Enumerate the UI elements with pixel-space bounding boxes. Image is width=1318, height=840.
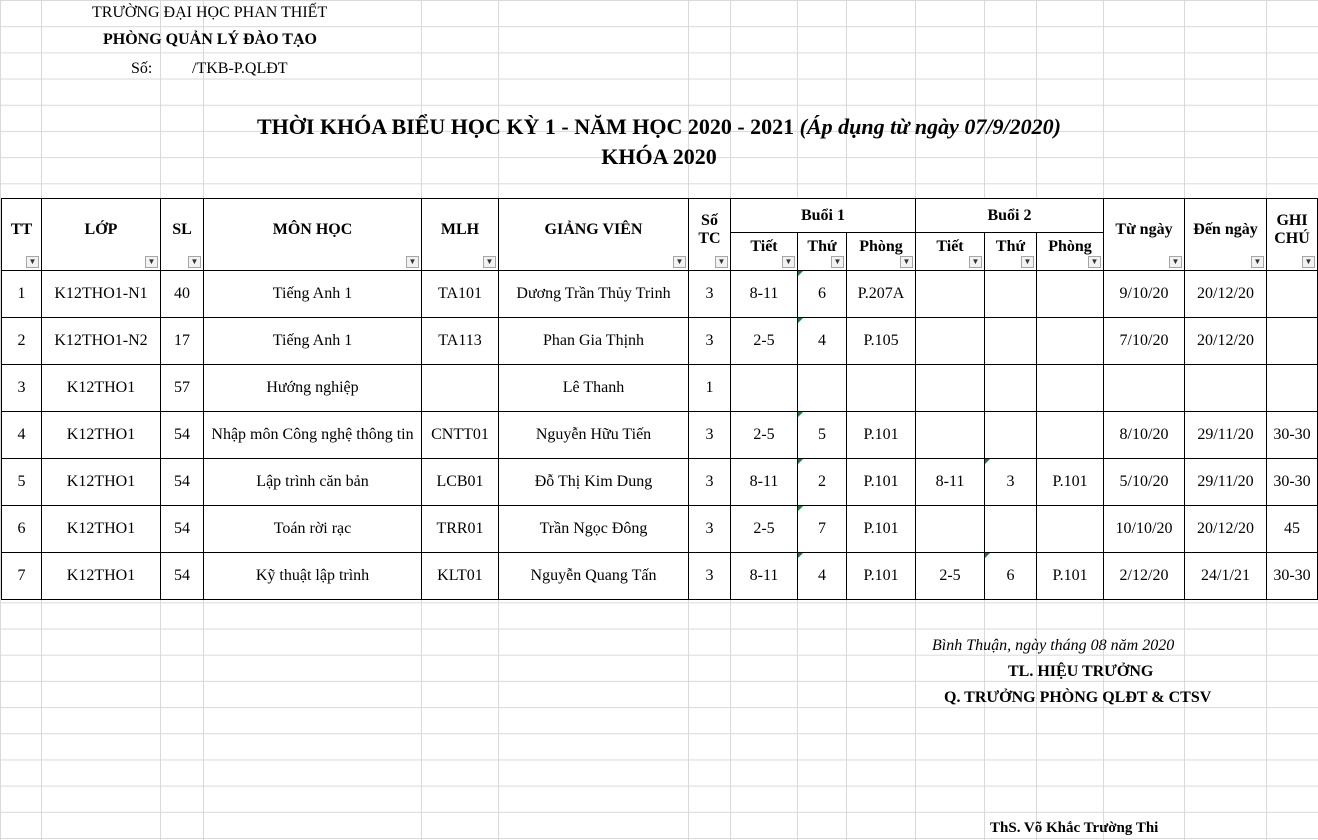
col-header-giang-vien[interactable]: GIẢNG VIÊN ▼	[499, 199, 689, 271]
comment-indicator-icon	[798, 459, 803, 464]
filter-dropdown-icon[interactable]: ▼	[1251, 256, 1264, 268]
cell-thu-2[interactable]: 3	[985, 459, 1037, 506]
col-header-tt[interactable]: TT ▼	[2, 199, 42, 271]
cell-thu-2[interactable]	[985, 318, 1037, 365]
cell-phong-1[interactable]: P.101	[847, 412, 916, 459]
cell-ghi-chu[interactable]: 45	[1267, 506, 1318, 553]
cell-so-tc[interactable]: 3	[689, 506, 731, 553]
cell-thu-2[interactable]	[985, 365, 1037, 412]
cell-giang-vien[interactable]: Phan Gia Thịnh	[499, 318, 689, 365]
cell-mon-hoc[interactable]: Nhập môn Công nghệ thông tin	[204, 412, 422, 459]
department-name: PHÒNG QUẢN LÝ ĐÀO TẠO	[103, 31, 317, 48]
cell-thu-2[interactable]	[985, 271, 1037, 318]
cell-tiet-2[interactable]: 2-5	[916, 553, 985, 600]
col-header-so-tc[interactable]: Số TC ▼	[689, 199, 731, 271]
cell-phong-2[interactable]: P.101	[1037, 459, 1104, 506]
cell-mlh[interactable]: TA101	[422, 271, 499, 318]
cell-den-ngay[interactable]	[1185, 365, 1267, 412]
cell-ghi-chu[interactable]: 30-30	[1267, 459, 1318, 506]
doc-number-code: /TKB-P.QLĐT	[192, 60, 288, 77]
cell-tiet-1[interactable]: 2-5	[731, 506, 798, 553]
cell-mon-hoc[interactable]: Tiếng Anh 1	[204, 271, 422, 318]
filter-dropdown-icon[interactable]: ▼	[900, 256, 913, 268]
col-header-phong-1[interactable]: Phòng ▼	[847, 233, 916, 271]
filter-dropdown-icon[interactable]: ▼	[1088, 256, 1101, 268]
cell-tiet-1[interactable]: 2-5	[731, 318, 798, 365]
cell-lop[interactable]: K12THO1	[42, 506, 161, 553]
col-header-buoi-2: Buổi 2	[916, 199, 1104, 233]
filter-dropdown-icon[interactable]: ▼	[483, 256, 496, 268]
cell-tiet-2[interactable]: 8-11	[916, 459, 985, 506]
cell-mlh[interactable]: LCB01	[422, 459, 499, 506]
col-header-mlh[interactable]: MLH ▼	[422, 199, 499, 271]
col-header-sl[interactable]: SL ▼	[161, 199, 204, 271]
cell-phong-2[interactable]	[1037, 318, 1104, 365]
cell-lop[interactable]: K12THO1	[42, 412, 161, 459]
cell-tu-ngay[interactable]: 7/10/20	[1104, 318, 1185, 365]
cell-phong-1[interactable]: P.207A	[847, 271, 916, 318]
table-row	[2, 365, 1318, 412]
cell-tu-ngay[interactable]: 2/12/20	[1104, 553, 1185, 600]
cell-tu-ngay[interactable]: 9/10/20	[1104, 271, 1185, 318]
filter-dropdown-icon[interactable]: ▼	[1021, 256, 1034, 268]
cell-giang-vien[interactable]: Dương Trần Thủy Trinh	[499, 271, 689, 318]
cell-tiet-2[interactable]	[916, 412, 985, 459]
cell-mon-hoc[interactable]: Toán rời rạc	[204, 506, 422, 553]
cell-thu-2[interactable]	[985, 412, 1037, 459]
table-row	[2, 506, 1318, 553]
col-header-tu-ngay[interactable]: Từ ngày ▼	[1104, 199, 1185, 271]
cell-tt[interactable]: 1	[2, 271, 42, 318]
cell-mlh[interactable]: TRR01	[422, 506, 499, 553]
table-row	[2, 459, 1318, 506]
cell-phong-2[interactable]	[1037, 412, 1104, 459]
cell-tt[interactable]: 5	[2, 459, 42, 506]
cell-thu-1[interactable]: 7	[798, 506, 847, 553]
page-title	[0, 114, 1318, 140]
cell-mon-hoc[interactable]: Hướng nghiệp	[204, 365, 422, 412]
table-row	[2, 412, 1318, 459]
cell-lop[interactable]: K12THO1	[42, 459, 161, 506]
cell-thu-1[interactable]: 5	[798, 412, 847, 459]
cell-giang-vien[interactable]: Lê Thanh	[499, 365, 689, 412]
cell-giang-vien[interactable]: Nguyễn Quang Tấn	[499, 553, 689, 600]
filter-dropdown-icon[interactable]: ▼	[26, 256, 39, 268]
cell-so-tc[interactable]: 1	[689, 365, 731, 412]
comment-indicator-icon	[985, 459, 990, 464]
cell-den-ngay[interactable]: 20/12/20	[1185, 318, 1267, 365]
school-name: TRƯỜNG ĐẠI HỌC PHAN THIẾT	[92, 4, 328, 21]
cell-tiet-2[interactable]	[916, 365, 985, 412]
course-title: KHÓA 2020	[601, 144, 717, 169]
cell-mon-hoc[interactable]: Lập trình căn bản	[204, 459, 422, 506]
cell-phong-2[interactable]: P.101	[1037, 553, 1104, 600]
cell-phong-2[interactable]	[1037, 271, 1104, 318]
cell-tiet-2[interactable]	[916, 506, 985, 553]
cell-so-tc[interactable]: 3	[689, 271, 731, 318]
comment-indicator-icon	[985, 553, 990, 558]
comment-indicator-icon	[798, 506, 803, 511]
cell-lop[interactable]: K12THO1	[42, 365, 161, 412]
col-header-thu-2[interactable]: Thứ ▼	[985, 233, 1037, 271]
cell-phong-2[interactable]	[1037, 506, 1104, 553]
cell-so-tc[interactable]: 3	[689, 553, 731, 600]
cell-mon-hoc[interactable]: Kỹ thuật lập trình	[204, 553, 422, 600]
col-header-tiet-1[interactable]: Tiết ▼	[731, 233, 798, 271]
cell-sl[interactable]: 40	[161, 271, 204, 318]
cell-thu-2[interactable]	[985, 506, 1037, 553]
col-header-phong-2[interactable]: Phòng ▼	[1037, 233, 1104, 271]
cell-phong-1[interactable]: P.101	[847, 459, 916, 506]
cell-ghi-chu[interactable]	[1267, 318, 1318, 365]
cell-mlh[interactable]	[422, 365, 499, 412]
cell-thu-1[interactable]: 2	[798, 459, 847, 506]
cell-mon-hoc[interactable]: Tiếng Anh 1	[204, 318, 422, 365]
cell-so-tc[interactable]: 3	[689, 412, 731, 459]
cell-tt[interactable]: 3	[2, 365, 42, 412]
cell-ghi-chu[interactable]: 30-30	[1267, 412, 1318, 459]
cell-ghi-chu[interactable]	[1267, 365, 1318, 412]
cell-so-tc[interactable]: 3	[689, 459, 731, 506]
cell-sl[interactable]: 17	[161, 318, 204, 365]
filter-active-icon[interactable]: ▼	[145, 256, 158, 268]
cell-sl[interactable]: 57	[161, 365, 204, 412]
cell-lop[interactable]: K12THO1	[42, 553, 161, 600]
cell-ghi-chu[interactable]: 30-30	[1267, 553, 1318, 600]
timetable	[1, 198, 1318, 600]
cell-den-ngay[interactable]: 29/11/20	[1185, 459, 1267, 506]
cell-tt[interactable]: 7	[2, 553, 42, 600]
comment-indicator-icon	[798, 553, 803, 558]
title-main: THỜI KHÓA BIỂU HỌC KỲ 1 - NĂM HỌC 2020 - 2021	[256, 114, 795, 139]
filter-dropdown-icon[interactable]: ▼	[188, 256, 201, 268]
cell-thu-1[interactable]: 4	[798, 553, 847, 600]
cell-tt[interactable]: 2	[2, 318, 42, 365]
cell-mlh[interactable]: KLT01	[422, 553, 499, 600]
cell-phong-1[interactable]: P.101	[847, 506, 916, 553]
cell-phong-2[interactable]	[1037, 365, 1104, 412]
cell-phong-1[interactable]: P.101	[847, 553, 916, 600]
filter-dropdown-icon[interactable]: ▼	[1169, 256, 1182, 268]
cell-so-tc[interactable]: 3	[689, 318, 731, 365]
filter-dropdown-icon[interactable]: ▼	[673, 256, 686, 268]
cell-phong-1[interactable]	[847, 365, 916, 412]
col-header-ghi-chu[interactable]: GHI CHÚ ▼	[1267, 199, 1318, 271]
cell-mlh[interactable]: TA113	[422, 318, 499, 365]
signature-role-2: Q. TRƯỞNG PHÒNG QLĐT & CTSV	[944, 689, 1212, 706]
col-header-buoi-1: Buổi 1	[731, 199, 916, 233]
signature-role-1: TL. HIỆU TRƯỞNG	[1008, 663, 1154, 680]
cell-thu-2[interactable]: 6	[985, 553, 1037, 600]
cell-lop[interactable]: K12THO1-N2	[42, 318, 161, 365]
comment-indicator-icon	[798, 271, 803, 276]
cell-tiet-1[interactable]	[731, 365, 798, 412]
cell-sl[interactable]: 54	[161, 412, 204, 459]
cell-tt[interactable]: 6	[2, 506, 42, 553]
cell-sl[interactable]: 54	[161, 459, 204, 506]
cell-sl[interactable]: 54	[161, 506, 204, 553]
cell-thu-1[interactable]: 4	[798, 318, 847, 365]
filter-dropdown-icon[interactable]: ▼	[1302, 256, 1315, 268]
cell-ghi-chu[interactable]	[1267, 271, 1318, 318]
signature-name: ThS. Võ Khắc Trường Thi	[990, 820, 1159, 836]
filter-dropdown-icon[interactable]: ▼	[715, 256, 728, 268]
cell-phong-1[interactable]: P.105	[847, 318, 916, 365]
signature-place-date: Bình Thuận, ngày tháng 08 năm 2020	[932, 637, 1175, 654]
cell-lop[interactable]: K12THO1-N1	[42, 271, 161, 318]
comment-indicator-icon	[798, 412, 803, 417]
cell-den-ngay[interactable]: 29/11/20	[1185, 412, 1267, 459]
cell-tt[interactable]: 4	[2, 412, 42, 459]
comment-indicator-icon	[798, 318, 803, 323]
filter-dropdown-icon[interactable]: ▼	[406, 256, 419, 268]
cell-sl[interactable]: 54	[161, 553, 204, 600]
cell-giang-vien[interactable]: Nguyễn Hữu Tiến	[499, 412, 689, 459]
cell-den-ngay[interactable]: 24/1/21	[1185, 553, 1267, 600]
col-header-lop[interactable]: LỚP ▼	[42, 199, 161, 271]
cell-thu-1[interactable]	[798, 365, 847, 412]
table-row	[2, 271, 1318, 318]
cell-den-ngay[interactable]: 20/12/20	[1185, 506, 1267, 553]
cell-tiet-1[interactable]: 2-5	[731, 412, 798, 459]
filter-dropdown-icon[interactable]: ▼	[969, 256, 982, 268]
cell-giang-vien[interactable]: Trần Ngọc Đông	[499, 506, 689, 553]
doc-number-label: Số:	[131, 60, 153, 77]
cell-tiet-2[interactable]	[916, 271, 985, 318]
cell-thu-1[interactable]: 6	[798, 271, 847, 318]
cell-den-ngay[interactable]: 20/12/20	[1185, 271, 1267, 318]
col-header-mon-hoc[interactable]: MÔN HỌC ▼	[204, 199, 422, 271]
filter-dropdown-icon[interactable]: ▼	[831, 256, 844, 268]
cell-tu-ngay[interactable]	[1104, 365, 1185, 412]
cell-tu-ngay[interactable]: 10/10/20	[1104, 506, 1185, 553]
cell-tiet-2[interactable]	[916, 318, 985, 365]
cell-tu-ngay[interactable]: 8/10/20	[1104, 412, 1185, 459]
filter-dropdown-icon[interactable]: ▼	[782, 256, 795, 268]
cell-mlh[interactable]: CNTT01	[422, 412, 499, 459]
col-header-den-ngay[interactable]: Đến ngày ▼	[1185, 199, 1267, 271]
col-header-tiet-2[interactable]: Tiết ▼	[916, 233, 985, 271]
col-header-thu-1[interactable]: Thứ ▼	[798, 233, 847, 271]
cell-tiet-1[interactable]: 8-11	[731, 459, 798, 506]
table-row	[2, 318, 1318, 365]
cell-tiet-1[interactable]: 8-11	[731, 553, 798, 600]
table-row	[2, 553, 1318, 600]
title-applied-date: (Áp dụng từ ngày 07/9/2020)	[799, 114, 1061, 139]
cell-tiet-1[interactable]: 8-11	[731, 271, 798, 318]
cell-tu-ngay[interactable]: 5/10/20	[1104, 459, 1185, 506]
cell-giang-vien[interactable]: Đỗ Thị Kim Dung	[499, 459, 689, 506]
